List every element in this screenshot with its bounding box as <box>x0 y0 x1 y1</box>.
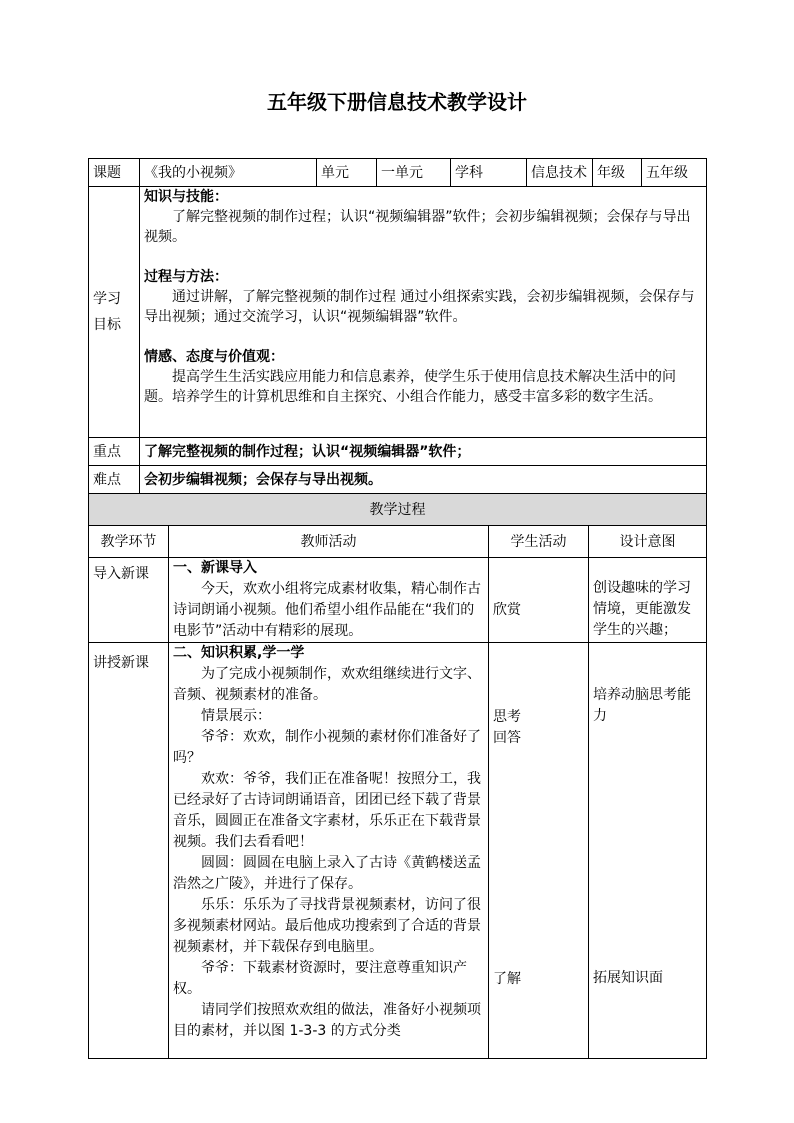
intent-new-lesson <box>589 643 707 1059</box>
process-title: 教学过程 <box>89 494 707 526</box>
topic-value: 《我的小视频》 <box>140 159 317 187</box>
intro-heading: 一、新课导入 <box>173 560 257 576</box>
intro-paragraph: 今天，欢欢小组将完成素材收集，精心制作古诗词朗诵小视频。他们希望小组作品能在“我们的电影节”活动中有精彩的展现。 <box>173 581 481 639</box>
lesson-info-table <box>88 158 707 494</box>
knowledge-heading: 知识与技能： <box>144 189 228 205</box>
knowledge-section-heading: 二、知识积累,学一学 <box>173 645 305 661</box>
stage-new-lesson: 讲授新课 <box>89 643 169 1059</box>
intent-intro: 创设趣味的学习情境，更能激发学生的兴趣； <box>589 558 707 643</box>
header-stage: 教学环节 <box>89 526 169 558</box>
paragraph-8: 请同学们按照欢欢组的做法，准备好小视频项目的素材，并以图 1-3-3 的方式分类 <box>173 1002 481 1039</box>
unit-label: 单元 <box>317 159 377 187</box>
paragraph-7: 爷爷：下载素材资源时，要注意尊重知识产权。 <box>173 960 467 997</box>
student-learn: 了解 <box>493 971 521 987</box>
subject-label: 学科 <box>451 159 527 187</box>
objectives-content <box>140 187 707 438</box>
header-student: 学生活动 <box>489 526 589 558</box>
teacher-new-lesson <box>169 643 489 1059</box>
student-think: 思考 <box>493 709 521 725</box>
student-intro: 欣赏 <box>489 558 589 643</box>
student-answer: 回答 <box>493 730 521 746</box>
paragraph-4: 欢欢：爷爷，我们正在准备呢！按照分工，我已经录好了古诗词朗诵语音，团团已经下载了背景音乐，圆圆正在准备文字素材，乐乐正在下载背景视频。我们去看看吧！ <box>173 771 481 850</box>
header-intent: 设计意图 <box>589 526 707 558</box>
objectives-label: 学习 目标 <box>89 187 140 438</box>
teaching-process-table <box>88 493 707 1059</box>
paragraph-3: 爷爷：欢欢，制作小视频的素材你们准备好了吗？ <box>173 729 481 766</box>
process-method-heading: 过程与方法： <box>144 269 228 285</box>
intent-think: 培养动脑思考能力 <box>593 687 691 724</box>
grade-label: 年级 <box>593 159 642 187</box>
topic-label: 课题 <box>89 159 140 187</box>
intent-expand: 拓展知识面 <box>593 970 663 986</box>
student-new-lesson <box>489 643 589 1059</box>
teacher-intro <box>169 558 489 643</box>
knowledge-text: 了解完整视频的制作过程；认识“视频编辑器”软件；会初步编辑视频；会保存与导出视频。 <box>144 209 691 245</box>
key-point-label: 重点 <box>89 438 140 466</box>
attitude-text: 提高学生生活实践应用能力和信息素养，使学生乐于使用信息技术解决生活中的问题。培养学生的计算机思维和自主探究、小组合作能力，感受丰富多彩的数字生活。 <box>144 369 676 405</box>
process-method-text: 通过讲解，了解完整视频的制作过程 通过小组探索实践，会初步编辑视频，会保存与导出视频；通过交流学习，认识“视频编辑器”软件。 <box>144 289 695 325</box>
header-teacher: 教师活动 <box>169 526 489 558</box>
document-title: 五年级下册信息技术教学设计 <box>267 90 527 114</box>
paragraph-1: 为了完成小视频制作，欢欢组继续进行文字、音频、视频素材的准备。 <box>173 666 481 703</box>
grade-value: 五年级 <box>642 159 707 187</box>
paragraph-5: 圆圆：圆圆在电脑上录入了古诗《黄鹤楼送孟浩然之广陵》，并进行了保存。 <box>173 855 481 892</box>
attitude-heading: 情感、态度与价值观： <box>144 349 284 365</box>
unit-value: 一单元 <box>377 159 451 187</box>
difficulty-label: 难点 <box>89 466 140 494</box>
paragraph-2: 情景展示： <box>201 708 271 724</box>
paragraph-6: 乐乐：乐乐为了寻找背景视频素材，访问了很多视频素材网站。最后他成功搜索到了合适的背景视频素材，并下载保存到电脑里。 <box>173 897 481 955</box>
difficulty-text: 会初步编辑视频；会保存与导出视频。 <box>140 466 707 494</box>
stage-intro: 导入新课 <box>89 558 169 643</box>
key-point-text: 了解完整视频的制作过程；认识“视频编辑器”软件； <box>140 438 707 466</box>
subject-value: 信息技术 <box>527 159 593 187</box>
